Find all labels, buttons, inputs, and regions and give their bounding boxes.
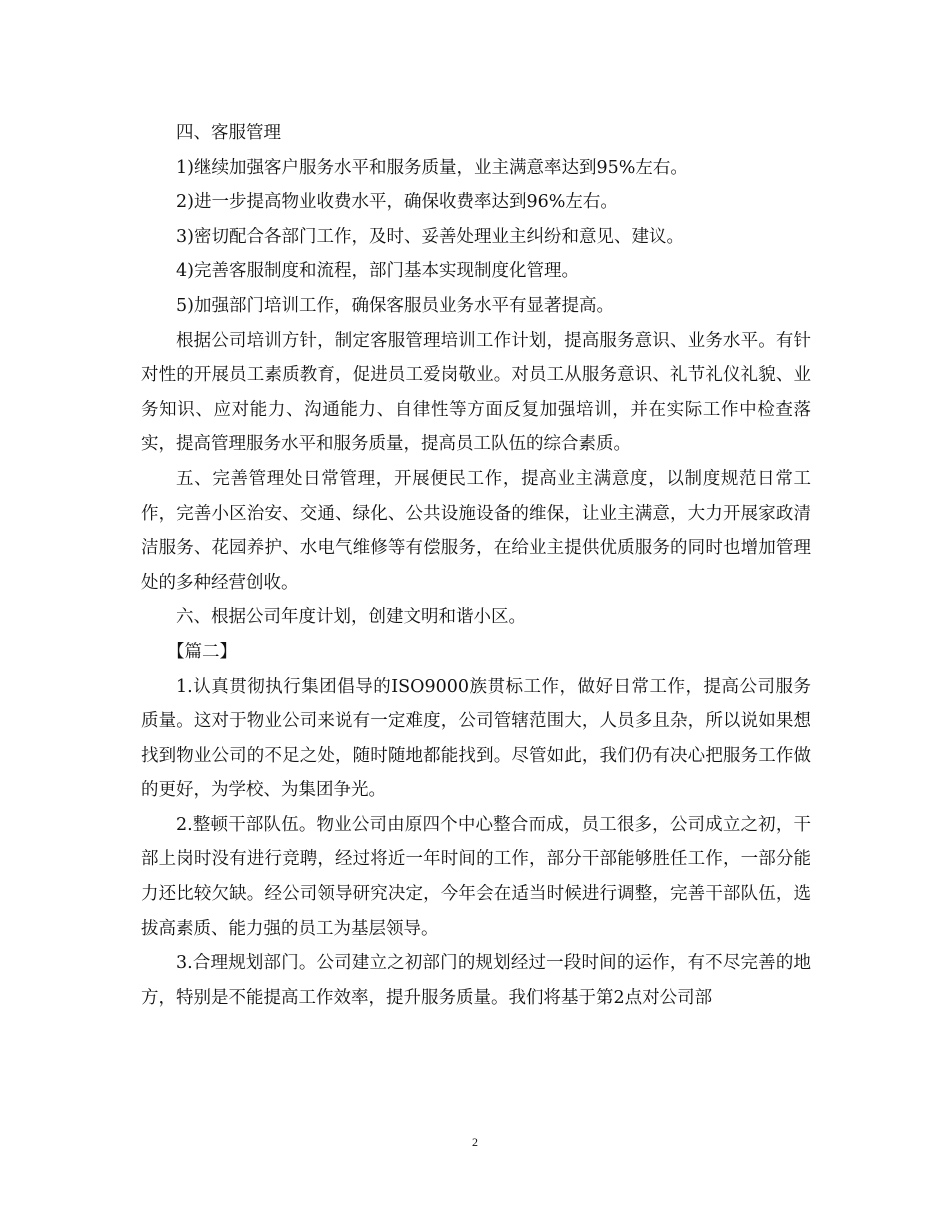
numbered-paragraph: 3.合理规划部门。公司建立之初部门的规划经过一段时间的运作，有不尽完善的地方，特别是不能提高工作效率，提升服务质量。我们将基于第2点对公司部 [141,953,811,1008]
body-paragraph: 根据公司培训方针，制定客服管理培训工作计划，提高服务意识、业务水平。有针对性的开展员工素质教育，促进员工爱岗敬业。对员工从服务意识、礼节礼仪礼貌、业务知识、应对能力、沟通能力、自律性等方面反复加强培训，并在实际工作中检查落实，提高管理服务水平和服务质量，提高员工队伍的综合素质。 [141,330,811,455]
section-heading-customer-service: 四、客服管理 [176,123,281,143]
section-title-part-two: 【篇二】 [167,641,237,662]
list-item: 4)完善客服制度和流程，部门基本实现制度化管理。 [176,261,579,282]
numbered-paragraph: 2.整顿干部队伍。物业公司由原四个中心整合而成，员工很多，公司成立之初，干部上岗时没有进行竞聘，经过将近一年时间的工作，部分干部能够胜任工作，一部分能力还比较欠缺。经公司领导研究决定，今年会在适当时候进行调整，完善干部队伍，选拔高素质、能力强的员工为基层领导。 [141,814,811,939]
body-paragraph: 六、根据公司年度计划，创建文明和谐小区。 [176,607,526,628]
list-item: 2)进一步提高物业收费水平，确保收费率达到96%左右。 [176,192,618,213]
list-item: 3)密切配合各部门工作，及时、妥善处理业主纠纷和意见、建议。 [176,226,684,247]
list-item: 1)继续加强客户服务水平和服务质量，业主满意率达到95%左右。 [176,157,688,178]
body-paragraph: 五、完善管理处日常管理，开展便民工作，提高业主满意度，以制度规范日常工作，完善小区治安、交通、绿化、公共设施设备的维保，让业主满意，大力开展家政清洁服务、花园养护、水电气维修等有偿服务，在给业主提供优质服务的同时也增加管理处的多种经营创收。 [141,468,811,593]
document-body [141,116,811,1015]
list-item: 5)加强部门培训工作，确保客服员业务水平有显著提高。 [176,295,614,316]
page-number: 2 [472,1135,478,1149]
numbered-paragraph: 1.认真贯彻执行集团倡导的ISO9000族贯标工作，做好日常工作，提高公司服务质量。这对于物业公司来说有一定难度，公司管辖范围大，人员多且杂，所以说如果想找到物业公司的不足之处，随时随地都能找到。尽管如此，我们仍有决心把服务工作做的更好，为学校、为集团争光。 [141,676,811,801]
